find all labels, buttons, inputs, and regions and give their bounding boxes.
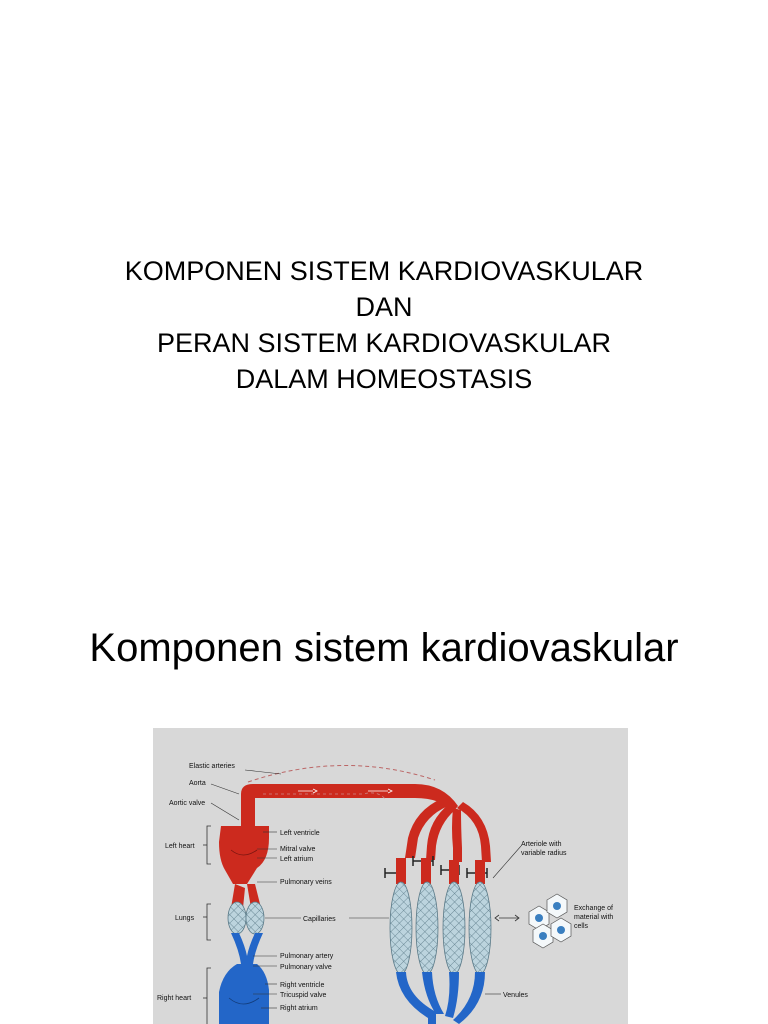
label-venules: Venules xyxy=(503,992,528,999)
artery-branch-4 xyxy=(457,802,491,862)
artery-branch-3 xyxy=(452,808,462,862)
lung-capillaries xyxy=(228,902,264,934)
label-exchange-line2: material with xyxy=(574,914,614,921)
label-left-ventricle: Left ventricle xyxy=(280,830,320,837)
pulmonary-artery xyxy=(231,933,263,964)
slide2-heading: Komponen sistem kardiovaskular xyxy=(89,626,679,670)
label-pulmonary-artery: Pulmonary artery xyxy=(280,953,334,960)
label-right-atrium: Right atrium xyxy=(280,1005,318,1012)
label-tricuspid-valve: Tricuspid valve xyxy=(280,992,327,999)
cell-exchange xyxy=(495,894,571,948)
label-right-ventricle: Right ventricle xyxy=(280,982,325,989)
label-aortic-valve: Aortic valve xyxy=(169,800,206,807)
label-brackets xyxy=(203,826,211,1024)
label-arteriole-line2: variable radius xyxy=(521,850,567,857)
slide1-title xyxy=(0,253,768,397)
label-exchange-line1: Exchange of xyxy=(574,905,613,912)
label-right-heart: Right heart xyxy=(157,995,192,1002)
label-pulmonary-veins: Pulmonary veins xyxy=(280,879,332,886)
cardiovascular-diagram xyxy=(153,728,628,1024)
artery-branch-1 xyxy=(405,798,448,858)
title-line-4: DALAM HOMEOSTASIS xyxy=(235,364,533,394)
label-left-atrium: Left atrium xyxy=(280,856,314,863)
diagram-svg xyxy=(153,728,628,1024)
label-left-heart: Left heart xyxy=(165,843,195,850)
label-lungs: Lungs xyxy=(175,915,195,922)
label-exchange-line3: cells xyxy=(574,923,589,930)
systemic-capillaries xyxy=(390,882,491,974)
title-line-2: DAN xyxy=(355,292,413,322)
label-aorta: Aorta xyxy=(189,780,206,787)
label-pulmonary-valve: Pulmonary valve xyxy=(280,964,332,971)
label-arteriole-line1: Arteriole with xyxy=(521,841,562,848)
title-line-1: KOMPONEN SISTEM KARDIOVASKULAR xyxy=(124,256,644,286)
venules xyxy=(396,972,485,1024)
title-line-3: PERAN SISTEM KARDIOVASKULAR xyxy=(156,328,612,358)
label-mitral-valve: Mitral valve xyxy=(280,846,316,853)
label-capillaries: Capillaries xyxy=(303,916,336,923)
label-elastic-arteries: Elastic arteries xyxy=(189,763,235,770)
